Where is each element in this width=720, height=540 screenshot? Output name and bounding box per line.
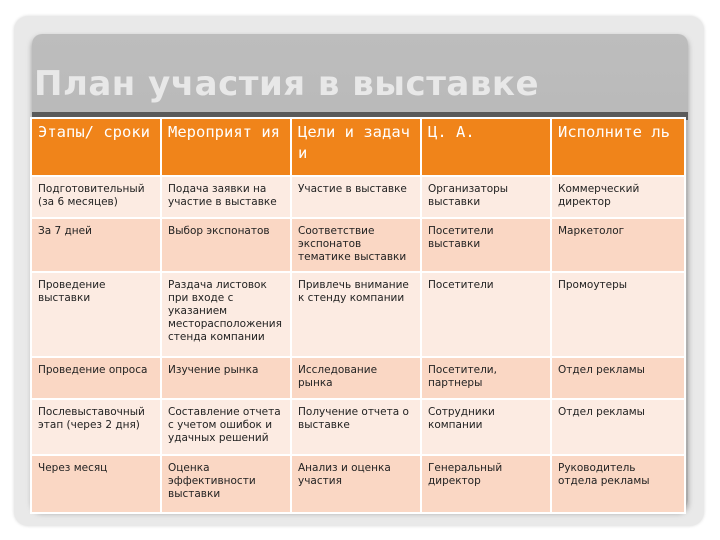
table-cell: Промоутеры	[551, 272, 685, 357]
header-goals: Цели и задачи	[291, 118, 421, 176]
table-cell: Выбор экспонатов	[161, 218, 291, 272]
header-target-audience: Ц. А.	[421, 118, 551, 176]
table-cell: Анализ и оценка участия	[291, 455, 421, 513]
table-cell: Проведение опроса	[31, 357, 161, 399]
table-cell: Участие в выставке	[291, 176, 421, 218]
table-cell: Исследование рынка	[291, 357, 421, 399]
table-cell: Привлечь внимание к стенду компании	[291, 272, 421, 357]
table-cell: Составление отчета с учетом ошибок и удачных решений	[161, 399, 291, 455]
table-row	[31, 455, 685, 513]
table-cell: Посетители, партнеры	[421, 357, 551, 399]
table-cell: Коммерческий директор	[551, 176, 685, 218]
table-cell: Оценка эффективности выставки	[161, 455, 291, 513]
header-executor: Исполните ль	[551, 118, 685, 176]
table-cell: Генеральный директор	[421, 455, 551, 513]
table-row	[31, 218, 685, 272]
header-row	[31, 118, 685, 176]
table-cell: Подготовительный (за 6 месяцев)	[31, 176, 161, 218]
plan-table	[30, 117, 686, 514]
table-cell: Через месяц	[31, 455, 161, 513]
table-cell: Раздача листовок при входе с указанием месторасположения стенда компании	[161, 272, 291, 357]
table-row	[31, 176, 685, 218]
table-cell: Послевыставочный этап (через 2 дня)	[31, 399, 161, 455]
table-cell: Отдел рекламы	[551, 357, 685, 399]
header-activities: Мероприят ия	[161, 118, 291, 176]
table-row	[31, 399, 685, 455]
table-cell: Соответствие экспонатов тематике выставки	[291, 218, 421, 272]
table-cell: Изучение рынка	[161, 357, 291, 399]
table-cell: Руководитель отдела рекламы	[551, 455, 685, 513]
table-cell: За 7 дней	[31, 218, 161, 272]
table-row	[31, 357, 685, 399]
table-cell: Маркетолог	[551, 218, 685, 272]
table-cell: Организаторы выставки	[421, 176, 551, 218]
slide-title: План участия в выставке	[34, 64, 539, 104]
table-row	[31, 272, 685, 357]
table-cell: Получение отчета о выставке	[291, 399, 421, 455]
table-cell: Посетители выставки	[421, 218, 551, 272]
table-cell: Отдел рекламы	[551, 399, 685, 455]
table-cell: Сотрудники компании	[421, 399, 551, 455]
table-cell: Посетители	[421, 272, 551, 357]
header-stages: Этапы/ сроки	[31, 118, 161, 176]
table-cell: Подача заявки на участие в выставке	[161, 176, 291, 218]
table-cell: Проведение выставки	[31, 272, 161, 357]
